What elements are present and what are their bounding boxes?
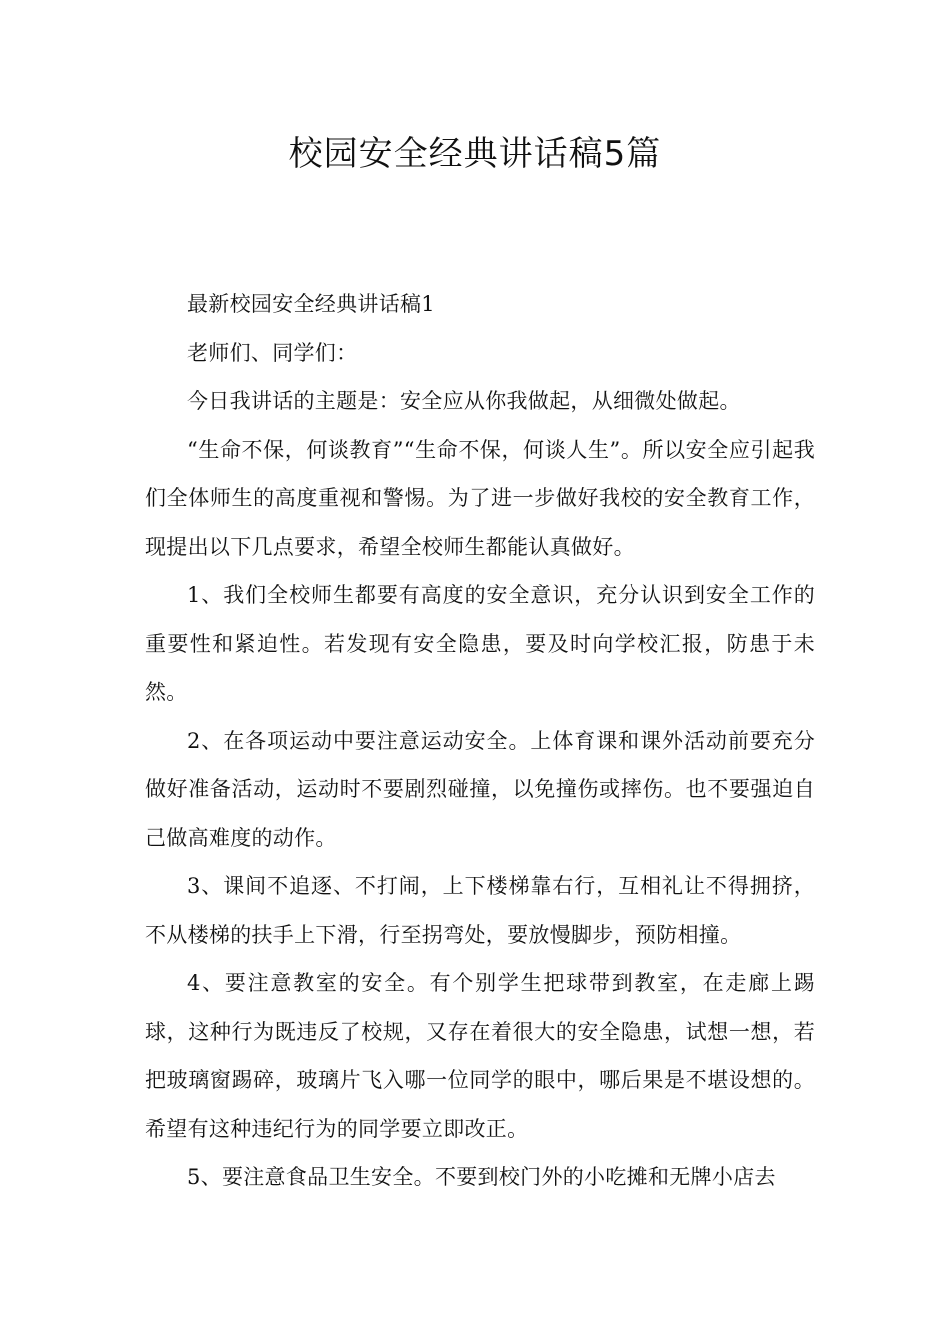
paragraph-intro: “生命不保，何谈教育”“生命不保，何谈人生”。所以安全应引起我们全体师生的高度重视和警惕。为了进一步做好我校的安全教育工作，现提出以下几点要求，希望全校师生都能认真做好。: [145, 437, 815, 559]
paragraph-item-1: 1、我们全校师生都要有高度的安全意识，充分认识到安全工作的重要性和紧迫性。若发现有安全隐患，要及时向学校汇报，防患于未然。: [145, 583, 815, 704]
paragraph-item-2: 2、在各项运动中要注意运动安全。上体育课和课外活动前要充分做好准备活动，运动时不要剧烈碰撞，以免撞伤或摔伤。也不要强迫自己做高难度的动作。: [145, 728, 815, 850]
paragraph-item-4: 4、要注意教室的安全。有个别学生把球带到教室，在走廊上踢球，这种行为既违反了校规，又存在着很大的安全隐患，试想一想，若把玻璃窗踢碎，玻璃片飞入哪一位同学的眼中，哪后果是不堪设想的。希望有这种违纪行为的同学要立即改正。: [145, 971, 815, 1141]
paragraph-item-5: 5、要注意食品卫生安全。不要到校门外的小吃摊和无牌小店去: [187, 1165, 776, 1189]
section-heading: 最新校园安全经典讲话稿1: [187, 292, 435, 316]
document-title: 校园安全经典讲话稿5篇: [288, 134, 662, 174]
document-body: [145, 280, 815, 1202]
salutation: 老师们、同学们：: [187, 340, 358, 365]
paragraph-item-3: 3、课间不追逐、不打闹，上下楼梯靠右行，互相礼让不得拥挤，不从楼梯的扶手上下滑，行至拐弯处，要放慢脚步，预防相撞。: [145, 874, 815, 947]
paragraph-topic: 今日我讲话的主题是：安全应从你我做起，从细微处做起。: [187, 389, 741, 413]
